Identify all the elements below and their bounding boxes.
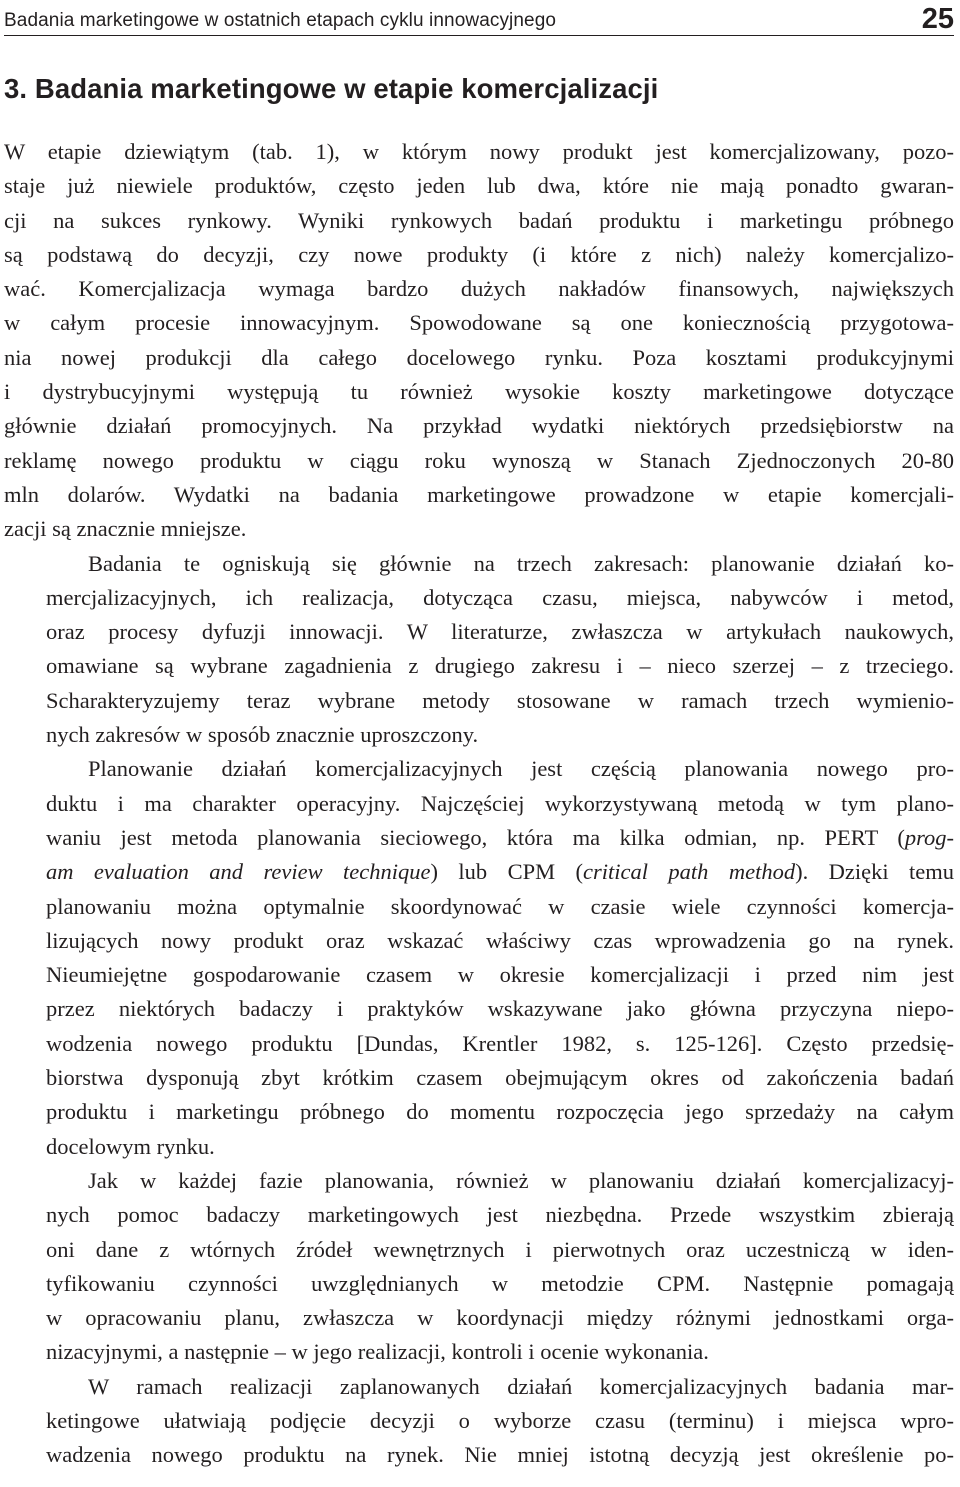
text-line: am evaluation and review technique) lub CPM (critical path method). Dzięki temu [46, 859, 954, 885]
text-line: staje już niewiele produktów, często jeden lub dwa, które nie mają ponadto gwaran- [4, 173, 954, 199]
text-line: nia nowej produkcji dla całego docelowego rynku. Poza kosztami produkcyjnymi [4, 344, 954, 370]
text-line: produktu i marketingu próbnego do momentu rozpoczęcia jego sprzedaży na całym [46, 1099, 954, 1125]
text-line: nych pomoc badaczy marketingowych jest niezbędna. Przede wszystkim zbierają [46, 1202, 954, 1228]
section-title: 3. Badania marketingowe w etapie komercjalizacji [4, 73, 659, 104]
text-line: lizujących nowy produkt oraz wskazać właściwy czas wprowadzenia go na rynek. [46, 927, 954, 953]
text-line: są podstawą do decyzji, czy nowe produkty (i które z nich) należy komercjalizo- [4, 241, 954, 267]
text-line: i dystrybucyjnymi występują tu również wysokie koszty marketingowe dotyczące [4, 379, 954, 405]
text-line: przez niektórych badaczy i praktyków wskazywane jako główna przyczyna niepo- [46, 996, 954, 1022]
running-title: Badania marketingowe w ostatnich etapach cyklu innowacyjnego [4, 10, 557, 31]
text-line: planowaniu można optymalnie skoordynować w czasie wiele czynności komercja- [46, 893, 954, 919]
paragraph [4, 1370, 954, 1473]
text-line: w całym procesie innowacyjnym. Spowodowane są one koniecznością przygotowa- [4, 310, 954, 336]
text-line: W ramach realizacji zaplanowanych działań komercjalizacyjnych badania mar- [88, 1373, 954, 1399]
text-line: nizacyjnymi, a następnie – w jego realizacji, kontroli i ocenie wykonania. [46, 1339, 709, 1365]
text-line: oni dane z wtórnych źródeł wewnętrznych i pierwotnych oraz uczestniczą w iden- [46, 1236, 954, 1262]
text-line: Badania te ogniskują się głównie na trzech zakresach: planowanie działań ko- [88, 550, 954, 576]
paragraph [4, 752, 954, 1164]
page-number: 25 [921, 3, 954, 35]
text-line: waniu jest metoda planowania sieciowego, która ma kilka odmian, np. PERT (prog- [46, 824, 954, 850]
document-page [4, 0, 954, 1473]
text-line: tyfikowaniu czynności uwzględnianych w metodzie CPM. Następnie pomagają [46, 1270, 954, 1296]
text-line: omawiane są wybrane zagadnienia z drugiego zakresu i – nieco szerzej – z trzeciego. [46, 653, 954, 679]
text-line: oraz procesy dyfuzji innowacji. W literaturze, zwłaszcza w artykułach naukowych, [46, 619, 954, 645]
text-line: mln dolarów. Wydatki na badania marketingowe prowadzone w etapie komercjali- [4, 481, 954, 507]
text-line: mercjalizacyjnych, ich realizacja, dotycząca czasu, miejsca, nabywców i metod, [46, 584, 954, 610]
text-line: reklamę nowego produktu w ciągu roku wynoszą w Stanach Zjednoczonych 20-80 [4, 447, 954, 473]
text-line: duktu i ma charakter operacyjny. Najczęściej wykorzystywaną metodą w tym plano- [46, 790, 954, 816]
paragraph [4, 135, 954, 547]
text-line: cji na sukces rynkowy. Wyniki rynkowych badań produktu i marketingu próbnego [4, 207, 954, 233]
text-line: Planowanie działań komercjalizacyjnych jest częścią planowania nowego pro- [88, 756, 954, 782]
text-line: w opracowaniu planu, zwłaszcza w koordynacji między różnymi jednostkami orga- [46, 1305, 954, 1331]
text-line: Nieumiejętne gospodarowanie czasem w okresie komercjalizacji i przed nim jest [46, 962, 954, 988]
text-line: biorstwa dysponują zbyt krótkim czasem obejmującym okres od zakończenia badań [46, 1065, 954, 1091]
text-line: docelowym rynku. [46, 1133, 215, 1159]
text-line: głównie działań promocyjnych. Na przykład wydatki niektórych przedsiębiorstw na [4, 413, 954, 439]
text-line: W etapie dziewiątym (tab. 1), w którym nowy produkt jest komercjalizowany, pozo- [4, 139, 954, 164]
text-line: ketingowe ułatwiają podjęcie decyzji o wyborze czasu (terminu) i miejsca wpro- [46, 1407, 954, 1433]
body-text [4, 135, 954, 1473]
text-line: wodzenia nowego produktu [Dundas, Krentler 1982, s. 125-126]. Często przedsię- [46, 1030, 954, 1056]
text-line: Jak w każdej fazie planowania, również w planowaniu działań komercjalizacyj- [88, 1167, 954, 1193]
paragraph [4, 1164, 954, 1370]
text-line: wać. Komercjalizacja wymaga bardzo dużych nakładów finansowych, największych [4, 276, 954, 302]
text-line: Scharakteryzujemy teraz wybrane metody stosowane w ramach trzech wymienio- [46, 687, 954, 713]
text-line: nych zakresów w sposób znacznie uproszczony. [46, 722, 479, 748]
text-line: zacji są znacznie mniejsze. [4, 516, 247, 542]
paragraph [4, 547, 954, 753]
running-header [4, 2, 954, 36]
text-line: wadzenia nowego produktu na rynek. Nie mniej istotną decyzją jest określenie po- [46, 1442, 954, 1468]
